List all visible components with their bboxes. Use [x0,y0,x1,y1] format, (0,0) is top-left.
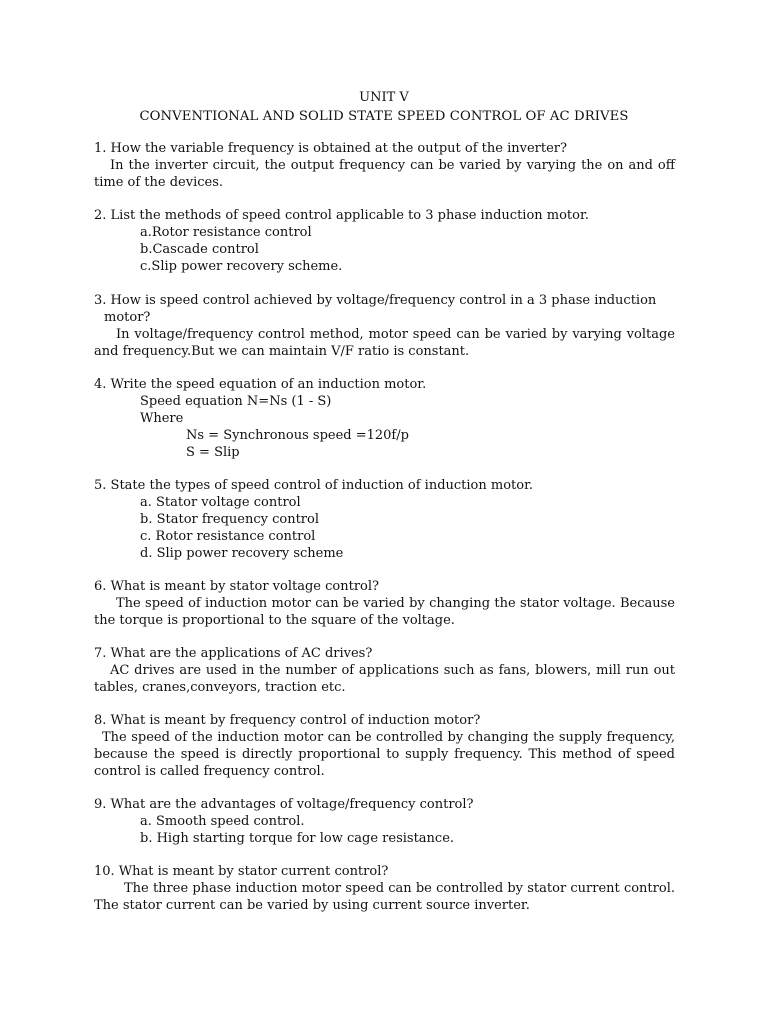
answer-list [94,494,675,562]
question-8 [94,712,675,780]
question-text: 4. Write the speed equation of an induction motor. [94,377,427,392]
answer-list [94,393,675,427]
question-6 [94,578,675,629]
question-1 [94,140,675,191]
answer-text: The speed of induction motor can be varied by changing the stator voltage. Because the torque is proportional to the square of the voltage. [94,596,675,628]
unit-heading: UNIT V [359,90,409,105]
question-text: 3. How is speed control achieved by voltage/frequency control in a 3 phase induction [94,293,657,308]
answer-text: AC drives are used in the number of applications such as fans, blowers, mill run out tables, cranes,conveyors, traction etc. [94,663,675,695]
list-item: a.Rotor resistance control [140,225,312,240]
question-text: 2. List the methods of speed control applicable to 3 phase induction motor. [94,208,589,223]
question-4 [94,376,675,461]
list-item: Ns = Synchronous speed =120f/p [186,428,409,443]
page-title: CONVENTIONAL AND SOLID STATE SPEED CONTROL OF AC DRIVES [139,109,629,124]
answer-text: The speed of the induction motor can be controlled by changing the supply frequency, because the speed is directly proportional to supply frequency. This method of speed control is called frequency control. [94,730,675,779]
question-2 [94,207,675,275]
list-item: b. Stator frequency control [140,512,320,527]
question-text-continued: motor? [104,310,151,325]
answer-text: In the inverter circuit, the output frequency can be varied by varying the on and off time of the devices. [94,158,675,190]
answer-text: The three phase induction motor speed can be controlled by stator current control. The stator current can be varied by using current source inverter. [94,881,675,913]
list-item: b.Cascade control [140,242,259,257]
answer-sublist [94,427,675,461]
list-item: S = Slip [186,445,240,460]
question-text: 8. What is meant by frequency control of induction motor? [94,713,481,728]
question-text: 1. How the variable frequency is obtained at the output of the inverter? [94,141,567,156]
question-text: 9. What are the advantages of voltage/frequency control? [94,797,474,812]
question-text: 6. What is meant by stator voltage control? [94,579,380,594]
answer-list [94,813,675,847]
list-item: c. Rotor resistance control [140,529,316,544]
list-item: Speed equation N=Ns (1 - S) [140,394,332,409]
question-7 [94,645,675,696]
question-text: 5. State the types of speed control of induction of induction motor. [94,478,534,493]
list-item: Where [140,411,184,426]
question-text: 10. What is meant by stator current control? [94,864,389,879]
question-text: 7. What are the applications of AC drives? [94,646,373,661]
answer-list [94,224,675,275]
list-item: d. Slip power recovery scheme [140,546,344,561]
list-item: c.Slip power recovery scheme. [140,259,343,274]
question-10 [94,863,675,914]
list-item: a. Smooth speed control. [140,814,305,829]
answer-text: In voltage/frequency control method, motor speed can be varied by varying voltage and frequency.But we can maintain V/F ratio is constant. [94,327,675,359]
question-9 [94,796,675,847]
list-item: b. High starting torque for low cage resistance. [140,831,455,846]
question-3 [94,292,675,360]
question-5 [94,477,675,562]
list-item: a. Stator voltage control [140,495,301,510]
